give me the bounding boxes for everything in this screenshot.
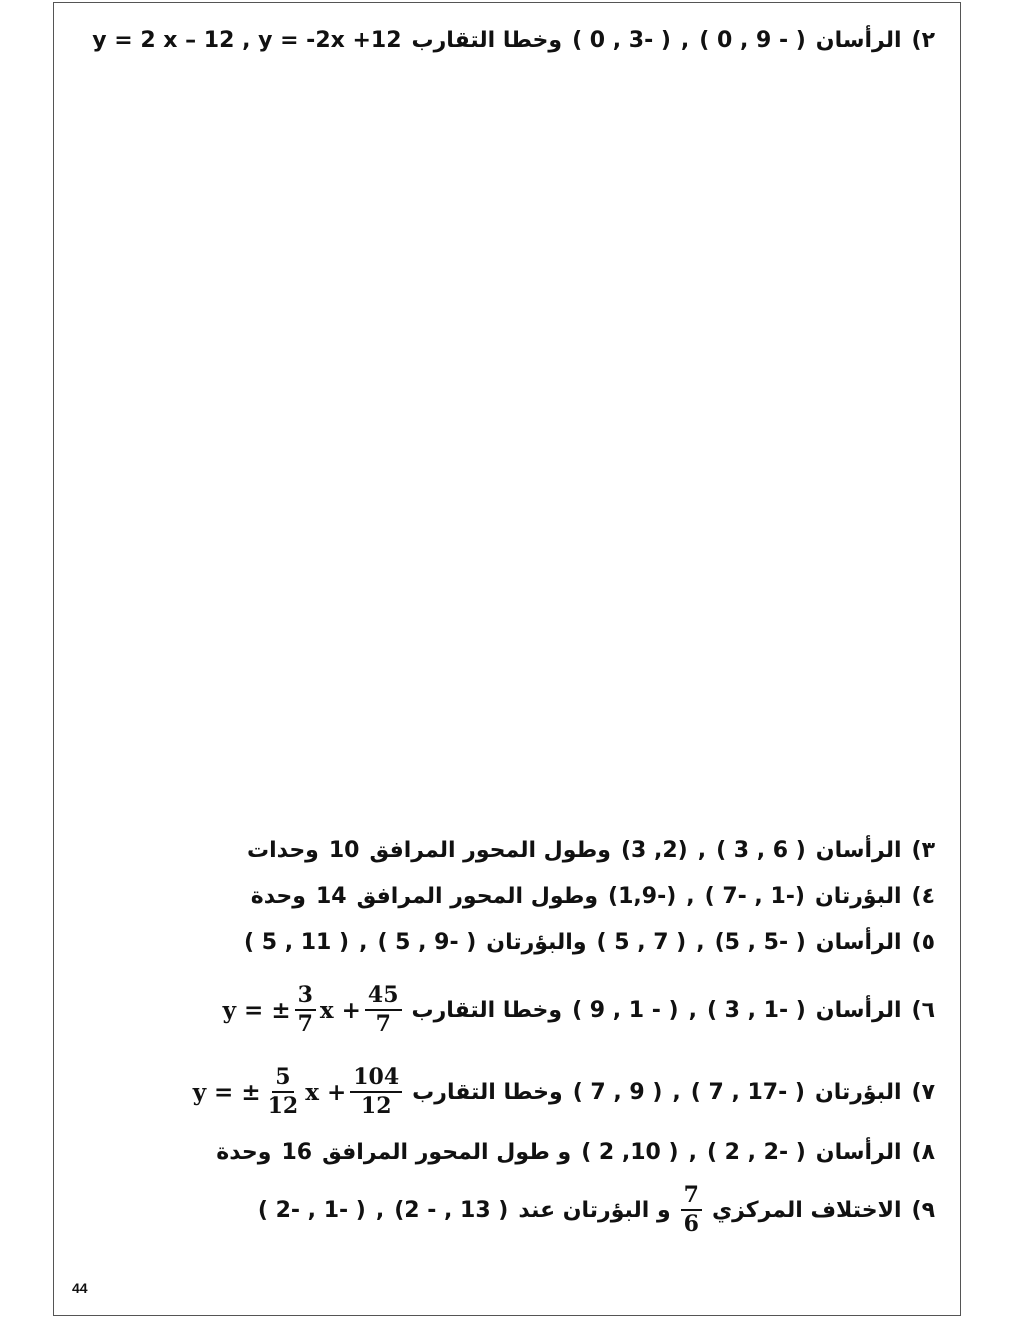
- answer-3-axis-value: 10: [328, 838, 360, 863]
- answer-6-asymptote-label: وخطا التقارب: [411, 997, 563, 1023]
- answer-6-x-plus: x +: [319, 996, 361, 1024]
- answer-5-label: الرأسان: [815, 930, 902, 955]
- answer-4-label: البؤرتان: [814, 884, 902, 909]
- answer-8-vertex-2: ( 2 ,10 ): [581, 1140, 679, 1165]
- answer-6-fraction-1: [295, 984, 316, 1036]
- answer-7-asymptote-equation: [193, 1066, 402, 1118]
- answer-4-focus-1: ( 7- , 1-): [704, 884, 805, 909]
- answer-9-focus-2: ( 2- , 1- ): [257, 1197, 366, 1223]
- answer-7-focus-2: ( 7 , 9 ): [572, 1079, 663, 1105]
- answer-7-label: البؤرتان: [814, 1079, 902, 1105]
- answer-7-fraction-1: [265, 1066, 302, 1118]
- answer-4-axis-value: 14: [315, 884, 347, 909]
- answer-9-eccentricity-fraction: [681, 1184, 702, 1236]
- answer-6: [223, 984, 935, 1036]
- answer-2-vertex-2: ( 0 , 3- ): [572, 28, 671, 53]
- answer-6-vertex-2: ( 9 , 1 - ): [572, 997, 679, 1023]
- answer-9-number: ٩): [911, 1197, 935, 1223]
- answer-3-separator: ,: [697, 838, 707, 863]
- answer-3-label: الرأسان: [815, 838, 902, 863]
- answer-3-vertex-2: (3 ,2): [620, 838, 688, 863]
- answer-9: [258, 1184, 935, 1236]
- answer-8-separator: ,: [688, 1140, 697, 1165]
- answer-5-focus-1: ( 5 , 9- ): [377, 930, 477, 955]
- answer-8-vertex-1: ( 2 , 2- ): [706, 1140, 806, 1165]
- answer-7-fraction-2: [350, 1066, 402, 1118]
- answer-3-unit: وحدات: [246, 838, 319, 863]
- answer-5-focus-2: ( 5 , 11 ): [244, 930, 350, 955]
- page-frame: [53, 2, 961, 1316]
- answer-7-fraction-1-denominator: 12: [267, 1093, 299, 1120]
- answer-6-fraction-2: [365, 984, 402, 1036]
- answer-5-vertex-2: ( 5 , 7 ): [596, 930, 687, 955]
- answer-3: [247, 838, 935, 863]
- answer-7-eq-lhs: y = ±: [192, 1078, 261, 1106]
- answer-8-label: الرأسان: [815, 1140, 902, 1165]
- answer-2-vertex-1: ( 0 , 9 - ): [699, 28, 806, 53]
- answer-8-number: ٨): [911, 1140, 935, 1165]
- answer-8: [216, 1140, 935, 1165]
- answer-7: [193, 1066, 935, 1118]
- answer-7-separator: ,: [672, 1079, 681, 1105]
- answer-6-number: ٦): [911, 997, 935, 1023]
- answer-6-fraction-2-numerator: 45: [365, 984, 402, 1011]
- answer-5-vertex-1: (5 , 5- ): [714, 930, 806, 955]
- answer-5-separator-2: ,: [359, 930, 368, 955]
- answer-8-axis-label: و طول المحور المرافق: [322, 1140, 572, 1165]
- answer-9-fraction-numerator: 7: [681, 1184, 702, 1211]
- answer-7-asymptote-label: وخطا التقارب: [412, 1079, 563, 1105]
- answer-6-label: الرأسان: [815, 997, 902, 1023]
- answer-3-vertex-1: ( 3 , 6 ): [716, 838, 806, 863]
- answer-4: [251, 884, 935, 909]
- answer-7-focus-1: ( 7 , 17- ): [690, 1079, 805, 1105]
- answer-6-vertex-1: ( 3 , 1- ): [706, 997, 806, 1023]
- answer-4-axis-label: وطول المحور المرافق: [356, 884, 599, 909]
- answer-9-focus-1: (2 - , 13 ): [394, 1197, 509, 1223]
- answer-8-axis-value: 16: [281, 1140, 313, 1165]
- answer-3-axis-label: وطول المحور المرافق: [369, 838, 611, 863]
- answer-3-number: ٣): [911, 838, 935, 863]
- answer-6-separator: ,: [688, 997, 697, 1023]
- answer-2-separator: ,: [680, 28, 690, 53]
- answer-7-number: ٧): [911, 1079, 935, 1105]
- answer-6-fraction-1-numerator: 3: [295, 984, 316, 1011]
- answer-5: [244, 930, 935, 955]
- answer-2: [92, 28, 935, 53]
- answer-5-number: ٥): [911, 930, 935, 955]
- answer-4-focus-2: (1,9-): [608, 884, 677, 909]
- answer-5-foci-label: والبؤرتان: [486, 930, 587, 955]
- answer-2-asymptote-label: وخطا التقارب: [411, 28, 563, 53]
- answer-8-unit: وحدة: [216, 1140, 272, 1165]
- page-number: 44: [72, 1280, 88, 1296]
- answer-9-fraction-denominator: 6: [683, 1211, 699, 1238]
- answer-6-asymptote-equation: [223, 984, 402, 1036]
- answer-7-x-plus: x +: [305, 1078, 347, 1106]
- answer-9-foci-label: و البؤرتان عند: [518, 1197, 671, 1223]
- answer-7-fraction-1-numerator: 5: [272, 1066, 293, 1093]
- answer-7-fraction-2-denominator: 12: [360, 1093, 392, 1120]
- answer-9-separator: ,: [375, 1197, 385, 1223]
- answer-6-eq-lhs: y = ±: [222, 996, 291, 1024]
- answer-5-separator-1: ,: [696, 930, 705, 955]
- answer-6-fraction-1-denominator: 7: [297, 1011, 313, 1038]
- answer-2-number: ٢): [911, 28, 935, 53]
- answer-2-asymptotes: y = 2 x – 12 , y = -2x +12: [92, 28, 402, 53]
- answer-4-number: ٤): [911, 884, 935, 909]
- answer-7-fraction-2-numerator: 104: [350, 1066, 402, 1093]
- answer-4-unit: وحدة: [250, 884, 306, 909]
- answer-9-label: الاختلاف المركزي: [711, 1197, 902, 1223]
- answer-2-label: الرأسان: [815, 28, 902, 53]
- answer-6-fraction-2-denominator: 7: [375, 1011, 391, 1038]
- answer-4-separator: ,: [686, 884, 695, 909]
